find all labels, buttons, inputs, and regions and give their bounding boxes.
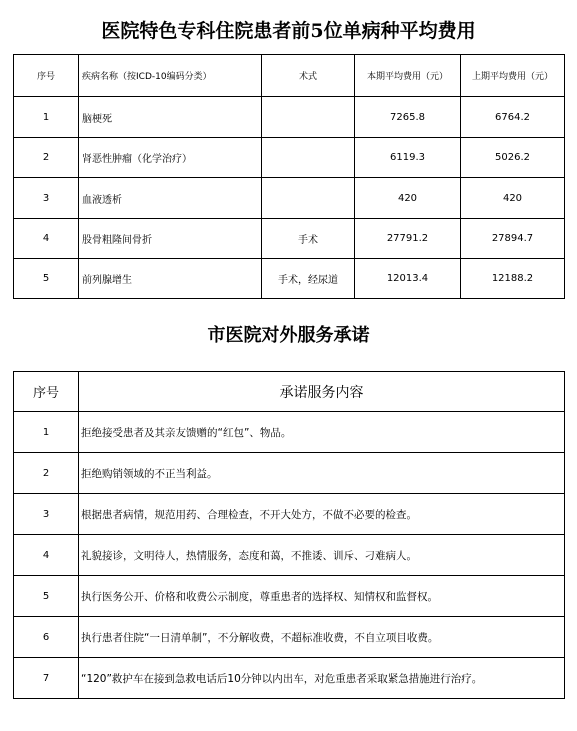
row-no: 4 [14,219,79,259]
commitment-table [13,371,565,699]
row-content: 根据患者病情，规范用药、合理检查，不开大处方，不做不必要的检查。 [79,494,565,535]
row-content: 执行患者住院“一日清单制”，不分解收费，不超标准收费，不自立项目收费。 [79,617,565,658]
cost-table-header [14,55,565,97]
table-row [14,259,565,299]
row-disease: 股骨粗隆间骨折 [79,219,262,259]
row-previous-cost: 5026.2 [461,138,565,178]
header-current-cost: 本期平均费用（元） [355,55,461,97]
row-no: 1 [14,412,79,453]
row-previous-cost: 420 [461,178,565,219]
row-current-cost: 6119.3 [355,138,461,178]
row-content: “120”救护车在接到急救电话后10分钟以内出车，对危重患者采取紧急措施进行治疗。 [79,658,565,699]
header-no: 序号 [14,372,79,412]
table-row [14,617,565,658]
page-title-commitments: 市医院对外服务承诺 [207,325,370,346]
table-row [14,576,565,617]
table-row [14,658,565,699]
table-row [14,178,565,219]
row-disease: 肾恶性肿瘤（化学治疗） [79,138,262,178]
table-row [14,138,565,178]
row-no: 2 [14,453,79,494]
header-disease: 疾病名称（按ICD-10编码分类） [79,55,262,97]
row-previous-cost: 27894.7 [461,219,565,259]
row-content: 拒绝接受患者及其亲友馈赠的“红包”、物品。 [79,412,565,453]
table-row [14,535,565,576]
row-previous-cost: 12188.2 [461,259,565,299]
row-no: 5 [14,259,79,299]
page-title-costs: 医院特色专科住院患者前5位单病种平均费用 [101,20,476,42]
table-row [14,494,565,535]
row-content: 执行医务公开、价格和收费公示制度，尊重患者的选择权、知情权和监督权。 [79,576,565,617]
row-disease: 血液透析 [79,178,262,219]
row-no: 1 [14,97,79,138]
header-content: 承诺服务内容 [79,372,565,412]
row-no: 2 [14,138,79,178]
row-procedure [262,178,355,219]
row-no: 3 [14,178,79,219]
row-disease: 前列腺增生 [79,259,262,299]
table-row [14,219,565,259]
row-procedure [262,97,355,138]
row-previous-cost: 6764.2 [461,97,565,138]
row-procedure [262,138,355,178]
row-current-cost: 7265.8 [355,97,461,138]
row-no: 4 [14,535,79,576]
header-procedure: 术式 [262,55,355,97]
commitment-table-header [14,372,565,412]
row-procedure: 手术 [262,219,355,259]
row-procedure: 手术，经尿道 [262,259,355,299]
row-current-cost: 27791.2 [355,219,461,259]
row-content: 拒绝购销领域的不正当利益。 [79,453,565,494]
row-no: 7 [14,658,79,699]
table-row [14,97,565,138]
row-no: 5 [14,576,79,617]
header-previous-cost: 上期平均费用（元） [461,55,565,97]
cost-table [13,54,565,299]
table-row [14,453,565,494]
table-row [14,412,565,453]
row-content: 礼貌接诊，文明待人，热情服务，态度和蔼，不推诿、训斥、刁难病人。 [79,535,565,576]
header-no: 序号 [14,55,79,97]
row-current-cost: 420 [355,178,461,219]
row-current-cost: 12013.4 [355,259,461,299]
row-no: 3 [14,494,79,535]
row-disease: 脑梗死 [79,97,262,138]
row-no: 6 [14,617,79,658]
